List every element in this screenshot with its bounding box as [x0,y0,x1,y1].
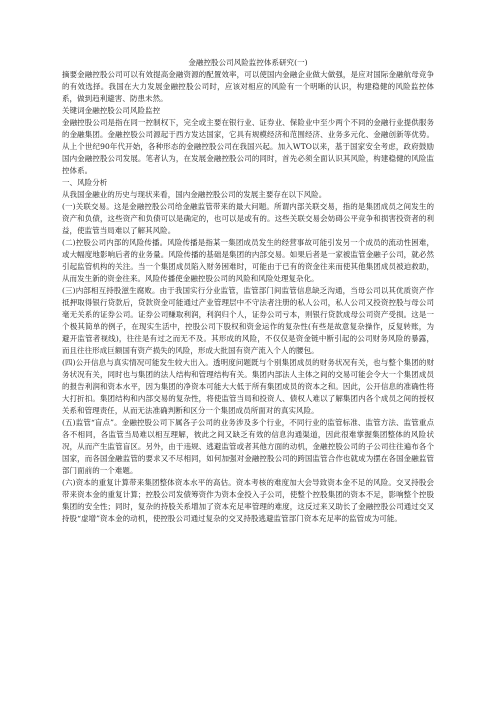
risk-capital-double-counting-paragraph: (六)资本的重复计算带来集团整体资本水平的高估。资本考核的难度加大会导致资本金不足的风险。交叉持股会带来资本金的重复计算；控股公司发债筹资作为资本金投入子公司，使整个控股集团的资本不足，影响整个控股集团的安全性；同时，复杂的持股关系增加了资本充足率管理的难度，这反过来又助长了金融控股公司通过交叉持股“虚增”资本金的动机，使控股公司通过复杂的交叉持股逃避监管部门资本充足率的监管成为可能。 [62,478,434,523]
section-heading-risk-analysis: 一、风险分析 [62,178,108,187]
risk-related-transactions-paragraph: (一)关联交易。这是金融控股公司给金融监管带来的最大问题。所谓内部关联交易，指的是集团成员之间发生的资产和负债，这些资产和负债可以是确定的，也可以是或有的。这些关联交易会妨碍公平竞争和损害投资者的利益，使监管当局难以了解其风险。 [62,202,434,235]
keywords-line: 关键词金融控股公司风险监控 [62,106,161,115]
document-title: 金融控股公司风险监控体系研究(一) [188,58,308,67]
document-body [62,57,434,525]
risk-disclosure-paragraph: (四)公开信息与真实情况可能发生较大出入。透明度问题既与个别集团成员的财务状况有关，也与整个集团的财务状况有关，同时也与集团的法人结构和管理结构有关。集团内部法人主体之间的交易可能会令大一个集团成员的报告利润和资本水平，因为集团的净资本可能大大低于所有集团成员的资本之和。因此，公开信息的准确性将大打折扣。集团结构和内部交易的复杂性，将使监管当局和投资人、债权人难以了解集团内各个成员之间的授权关系和管理责任，从而无法准确判断和区分一个集团成员所面对的真实风险。 [62,358,434,415]
risk-regulatory-blindspot-paragraph: (五)监管“盲点”。金融控股公司下属各子公司的业务涉及多个行业，不同行业的监管标准、监管方法、监管重点各不相同，各监管当局难以相互理解，彼此之间又缺乏有效的信息沟通渠道，因此很难掌握集团整体的风险状况，从而产生监管盲区。另外，由于违规、逃避监管或者其他方面的动机，金融控股公司的子公司往往遍布各个国家，而各国金融监管的要求又不尽相同，如何加强对金融控股公司的跨国监管合作也就成为摆在各国金融监管部门面前的一个难题。 [62,418,434,475]
risk-overview-paragraph: 从我国金融业的历史与现状来看，国内金融控股公司的发展主要存在以下风险。 [62,190,327,199]
intro-paragraph: 金融控股公司是指在同一控制权下，完全或主要在银行业、证券业、保险业中至少两个不同的金融行业提供服务的金融集团。金融控股公司源起于西方发达国家，它具有规模经济和范围经济、业务多元化、金融创新等优势。从上个世纪90年代开始，各种形态的金融控股公司在我国兴起。加入WTO以来，基于国家安全考虑，政府鼓励国内金融控股公司发展。笔者认为，在发展金融控股公司的同时，首先必须全面认识其风险，构建稳健的风险监控体系。 [62,118,434,175]
abstract-paragraph: 摘要金融控股公司可以有效提高金融资源的配置效率，可以使国内金融企业做大做强，是应对国际金融航母竞争的有效选择。我国在大力发展金融控股公司时，应该对相应的风险有一个明晰的认识，构建稳健的风险监控体系，做到趋利避害、防患未然。 [62,70,434,103]
risk-cross-holding-paragraph: (三)内部相互持股滋生腐败。由于我国实行分业监管，监管部门间监管信息缺乏沟通，当母公司以其优质资产作抵押取得银行贷款后，贷款资金可能通过产业管理层中不守法者注册的私人公司，私人公司又投资控股与母公司毫无关系的证券公司。证券公司赚取利润，利润归个人，证券公司亏本，则银行贷款成母公司资产受损。这是一个极其简单的例子，在现实生活中，控股公司下股权和资金运作的复杂性(有些是故意复杂操作，反复转账，为避开监管者视线)，往往是有过之而无不及。其形成的风险，不仅仅是资金链中断引起的公司财务风险的暴露，而且往往形成巨额国有资产损失的风险，形成大批国有资产流入个人的腰包。 [62,286,434,355]
risk-contagion-paragraph: (二)控股公司内部的风险传播。风险传播是指某一集团成员发生的经营事故可能引发另一个成员的流动性困难，或大幅度地影响后者的业务量。风险传播的基础是集团的内部交易。如果后者是一家被监管金融子公司，就必然引起监管机构的关注。当一个集团成员陷入财务困难时，可能由于已有的资金往来而使其他集团成员被迫救助，从而发生新的资金往来。风险传播使金融控股公司的风险和风险处理复杂化。 [62,238,434,283]
